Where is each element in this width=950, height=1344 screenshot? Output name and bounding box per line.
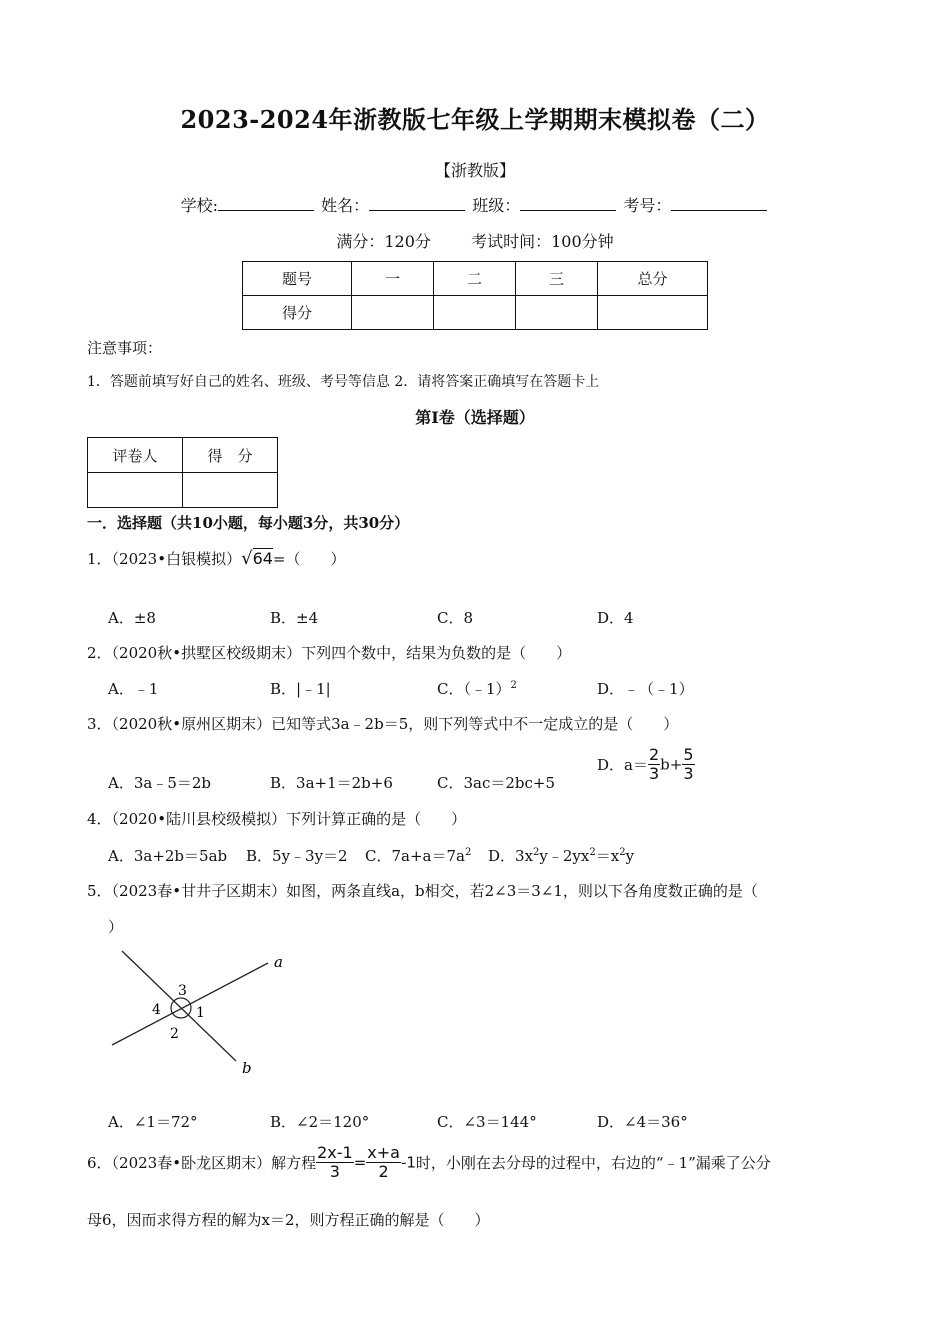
radicand: 64 [252, 549, 273, 568]
option-d[interactable] [488, 845, 634, 866]
class-label: 班级： [472, 196, 521, 215]
question-5-tail: ） [108, 918, 124, 936]
option-d-part: D．3x [488, 847, 534, 865]
option-b[interactable]: B．|﹣1| [270, 680, 331, 698]
label-b: b [242, 1059, 252, 1077]
exam-subtitle: 【浙教版】 [434, 161, 515, 180]
exponent: 2 [464, 847, 472, 858]
option-d[interactable] [597, 746, 695, 783]
question-source: （2023•白银模拟） [111, 550, 242, 568]
exam-title: 2023-2024年浙教版七年级上学期期末模拟卷（二） [180, 105, 770, 134]
option-a[interactable]: A．3a+2b＝5ab [108, 847, 228, 865]
exam-meta [0, 229, 950, 252]
question-source: （2023春•卧龙区期末）解方程 [111, 1154, 317, 1172]
angle-2-label: 2 [170, 1026, 179, 1042]
score-cell[interactable] [516, 296, 598, 330]
question-5 [87, 880, 867, 901]
option-d[interactable]: D．﹣（﹣1） [597, 680, 694, 698]
question-6-line-2: 母6，因而求得方程的解为x＝2，则方程正确的解是（ ） [87, 1211, 490, 1229]
exponent: 2 [510, 680, 517, 691]
question-text: （2020秋•拱墅区校级期末）下列四个数中，结果为负数的是（ ） [111, 644, 572, 662]
option-c[interactable] [437, 678, 517, 699]
option-a[interactable]: A．±8 [108, 609, 156, 627]
question-text: （2020秋•原州区期末）已知等式3a﹣2b＝5，则下列等式中不一定成立的是（ ） [111, 715, 679, 733]
score-header-cell: 题号 [243, 262, 352, 296]
exponent: 2 [533, 847, 540, 858]
option-c[interactable]: C．3ac＝2bc+5 [437, 774, 556, 792]
name-blank [369, 196, 465, 211]
option-c-text: C．7a+a＝7a [365, 847, 465, 865]
question-2 [87, 642, 571, 663]
fraction-lhs: $\frac{2x-1}{3}$ [317, 1143, 353, 1181]
question-3 [87, 713, 678, 734]
option-b[interactable]: B．3a+1＝2b+6 [270, 774, 393, 792]
option-d-mid: b+ [660, 755, 683, 774]
question-text: （2023春•甘井子区期末）如图，两条直线a，b相交，若2∠3＝3∠1，则以下各角度数正确的是（ [111, 882, 758, 900]
score-table [242, 261, 708, 330]
option-d-part: y﹣2yx [539, 847, 590, 865]
option-a[interactable]: A．3a﹣5＝2b [108, 774, 212, 792]
exam-time: 考试时间：100分钟 [471, 232, 614, 251]
angle-3-label: 3 [178, 983, 187, 999]
exam-number-blank [671, 196, 767, 211]
option-a[interactable]: A．﹣1 [108, 680, 159, 698]
score-header-cell: 总分 [598, 262, 708, 296]
notice-text: 1．答题前填写好自己的姓名、班级、考号等信息 2．请将答案正确填写在答题卡上 [87, 374, 600, 390]
part-title: 第Ⅰ卷（选择题） [415, 408, 535, 427]
score-table-row [243, 296, 708, 330]
option-c[interactable]: C．8 [437, 609, 474, 627]
option-c[interactable]: C．∠3＝144° [437, 1113, 537, 1131]
sqrt-symbol: √ [241, 548, 253, 569]
student-info-line [0, 193, 950, 216]
question-4 [87, 808, 466, 829]
option-d[interactable]: D．∠4＝36° [597, 1113, 688, 1131]
score-cell[interactable] [352, 296, 434, 330]
question-number: 2． [87, 644, 112, 662]
angle-4-label: 4 [152, 1002, 161, 1018]
score-header-cell: 一 [352, 262, 434, 296]
option-c[interactable] [365, 845, 471, 866]
exponent: 2 [589, 847, 596, 858]
question-text: （2020•陆川县校级模拟）下列计算正确的是（ ） [111, 810, 467, 828]
question-number: 6． [87, 1154, 112, 1172]
grader-label: 评卷人 [88, 438, 183, 473]
school-blank [218, 196, 314, 211]
option-d-part: ＝x [595, 847, 620, 865]
exam-number-label: 考号： [623, 196, 672, 215]
option-d-text: D．a＝ [597, 756, 648, 774]
grader-cell[interactable] [88, 473, 183, 508]
score-header-cell: 三 [516, 262, 598, 296]
question-text: 时，小刚在去分母的过程中，右边的“﹣1”漏乘了公分 [415, 1154, 771, 1172]
line-b [122, 951, 236, 1061]
label-a: a [274, 953, 283, 971]
option-b[interactable]: B．∠2＝120° [270, 1113, 370, 1131]
question-number: 5． [87, 882, 112, 900]
score-row-label: 得分 [243, 296, 352, 330]
fraction-two-thirds: $\frac{2}{3}$ [648, 745, 660, 783]
full-score: 满分：120分 [336, 232, 431, 251]
option-b[interactable]: B．5y﹣3y＝2 [246, 847, 348, 865]
angle-1-label: 1 [196, 1005, 205, 1021]
score-cell[interactable] [434, 296, 516, 330]
option-d[interactable]: D．4 [597, 609, 634, 627]
rhs-minus-one: -1 [400, 1153, 416, 1172]
question-6 [87, 1144, 877, 1181]
question-1 [87, 548, 346, 569]
score-table-header [243, 262, 708, 296]
grader-score-label: 得 分 [183, 438, 278, 473]
grader-score-cell[interactable] [183, 473, 278, 508]
section-title: 一．选择题（共10小题，每小题3分，共30分） [87, 514, 410, 532]
option-d-part: y [625, 847, 635, 865]
question-number: 4． [87, 810, 112, 828]
fraction-rhs: $\frac{x+a}{2}$ [367, 1143, 400, 1181]
question-number: 3． [87, 715, 112, 733]
question-tail: =（ ） [272, 550, 346, 568]
question-number: 1． [87, 550, 112, 568]
class-blank [520, 196, 616, 211]
option-b[interactable]: B．±4 [270, 609, 319, 627]
option-c-text: C．（﹣1） [437, 680, 511, 698]
fraction-five-thirds: $\frac{5}{3}$ [683, 745, 694, 783]
score-cell[interactable] [598, 296, 708, 330]
intersecting-lines-figure [108, 945, 283, 1077]
grader-table [87, 437, 278, 508]
equals-sign: = [353, 1153, 367, 1172]
notice-title: 注意事项： [87, 339, 163, 357]
school-label: 学校: [180, 196, 219, 215]
name-label: 姓名： [321, 196, 370, 215]
option-a[interactable]: A．∠1＝72° [108, 1113, 198, 1131]
exponent: 2 [619, 847, 626, 858]
score-header-cell: 二 [434, 262, 516, 296]
